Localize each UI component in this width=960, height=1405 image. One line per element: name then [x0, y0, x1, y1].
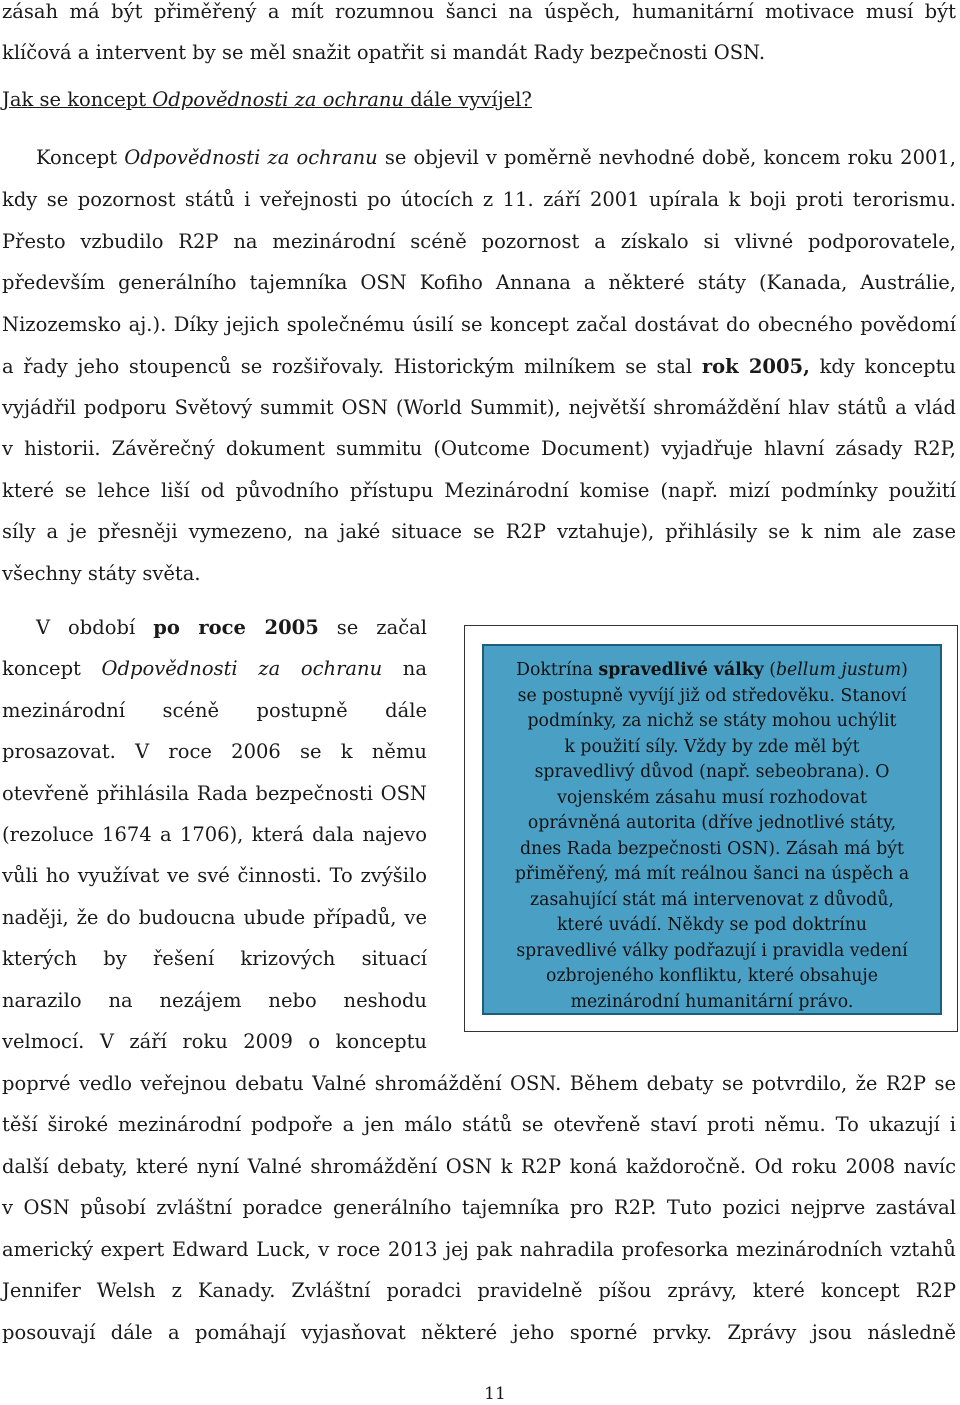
para2-col-line-2: koncept Odpovědnosti za ochranu na [2, 657, 427, 680]
para2-col-line-3: mezinárodní scéně postupně dále [2, 699, 427, 722]
sidebar-panel [482, 644, 942, 1015]
page-number: 11 [484, 1384, 506, 1404]
para1-line-5: Nizozemsko aj.). Díky jejich společnému úsilí se koncept začal dostávat do obecného povědomí [2, 313, 956, 336]
sidebar-line-10: zasahující stát má intervenovat z důvodů, [530, 889, 894, 910]
intro-line-1: zásah má být přiměřený a mít rozumnou šanci na úspěch, humanitární motivace musí být [2, 0, 956, 23]
para1-line-1: Koncept Odpovědnosti za ochranu se objevil v poměrně nevhodné době, koncem roku 2001, [36, 146, 956, 169]
para2-line-13: těší široké mezinárodní podpoře a jen málo států se otevřeně staví proti němu. To ukazují i [2, 1113, 956, 1136]
heading-suffix: dále vyvíjel? [404, 88, 532, 111]
sidebar-line-8: dnes Rada bezpečnosti OSN). Zásah má být [520, 838, 904, 859]
sidebar-line-2: se postupně vyvíjí již od středověku. Stanoví [517, 685, 907, 706]
para1-line-8: v historii. Závěrečný dokument summitu (Outcome Document) vyjadřuje hlavní zásady R2P, [2, 437, 956, 460]
sidebar-line-9: přiměřený, má mít reálnou šanci na úspěch a [514, 864, 910, 884]
sidebar-line-4: k použití síly. Vždy by zde měl být [564, 736, 860, 757]
para2-col-line-11: velmocí. V září roku 2009 o konceptu [2, 1030, 427, 1053]
para2-col-line-10: narazilo na nezájem nebo neshodu [2, 989, 427, 1012]
para2-col-line-8: naději, že do budoucna ubude případů, ve [2, 906, 427, 929]
sidebar-line-3: podmínky, za nichž se státy mohou uchýlit [527, 711, 897, 731]
para1-line-10: síly a je přesněji vymezeno, na jaké situace se R2P vztahuje), přihlásily se k nim ale zase [2, 520, 956, 543]
sidebar-line-6: vojenském zásahu musí rozhodovat [557, 787, 867, 808]
heading-prefix: Jak se koncept [2, 88, 153, 111]
section-heading [2, 88, 956, 112]
heading-italic: Odpovědnosti za ochranu [152, 88, 404, 111]
para2-line-15: v OSN působí zvláštní poradce generálního tajemníka pro R2P. Tuto pozici nejprve zastával [2, 1196, 956, 1219]
para1-line-6: a řady jeho stoupenců se rozšiřovaly. Historickým milníkem se stal rok 2005, kdy konceptu [2, 355, 956, 378]
para2-line-17: Jennifer Welsh z Kanady. Zvláštní poradci pravidelně píšou zprávy, které koncept R2P [2, 1279, 956, 1302]
para2-col-line-7: vůli ho využívat ve své činnosti. To zvýšilo [2, 864, 427, 887]
sidebar-line-5: spravedlivý důvod (např. sebeobrana). O [534, 762, 890, 782]
para2-line-16: americký expert Edward Luck, v roce 2013 jej pak nahradila profesorka mezinárodních vztahů [2, 1238, 956, 1261]
para1-line-3: Přesto vzbudilo R2P na mezinárodní scéně pozornost a získalo si vlivné podporovatele, [2, 230, 956, 253]
sidebar-line-13: ozbrojeného konfliktu, které obsahuje [546, 966, 878, 986]
para2-col-line-9: kterých by řešení krizových situací [2, 947, 427, 970]
para1-line-7: vyjádřil podporu Světový summit OSN (World Summit), největší shromáždění hlav států a vlád [2, 396, 956, 419]
sidebar-line-1: Doktrína spravedlivé války (bellum justum) [516, 660, 908, 680]
para2-line-12: poprvé vedlo veřejnou debatu Valné shromáždění OSN. Během debaty se potvrdilo, že R2P se [2, 1072, 956, 1095]
para1-line-4: především generálního tajemníka OSN Kofiho Annana a některé státy (Kanada, Austrálie, [2, 271, 956, 294]
para1-line-2: kdy se pozornost států i veřejnosti po útocích z 11. září 2001 upírala k boji proti terorismu. [2, 188, 956, 211]
para2-col-line-5: otevřeně přihlásila Rada bezpečnosti OSN [2, 782, 427, 805]
para2-col-line-4: prosazovat. V roce 2006 se k němu [2, 740, 427, 763]
para2-col-line-1: V období po roce 2005 se začal [36, 616, 427, 639]
sidebar-line-7: oprávněná autorita (dříve jednotlivé státy, [527, 813, 897, 833]
sidebar-box [464, 625, 958, 1032]
para2-line-18: posouvají dále a pomáhají vyjasňovat některé jeho sporné prvky. Zprávy jsou následně [2, 1321, 956, 1344]
para1-line-9: které se lehce liší od původního přístupu Mezinárodní komise (např. mizí podmínky použití [2, 479, 956, 502]
intro-line-2: klíčová a intervent by se měl snažit opatřit si mandát Rady bezpečnosti OSN. [2, 41, 766, 64]
sidebar-line-14: mezinárodní humanitární právo. [570, 991, 854, 1012]
para2-line-14: další debaty, které nyní Valné shromáždění OSN k R2P koná každoročně. Od roku 2008 navíc [2, 1155, 956, 1178]
para1-line-11: všechny státy světa. [2, 562, 201, 585]
sidebar-text [484, 658, 940, 1015]
para2-col-line-6: (rezoluce 1674 a 1706), která dala najevo [2, 823, 427, 846]
sidebar-line-12: spravedlivé války podřazují i pravidla vedení [516, 940, 908, 961]
sidebar-line-11: které uvádí. Někdy se pod doktrínu [556, 915, 868, 935]
